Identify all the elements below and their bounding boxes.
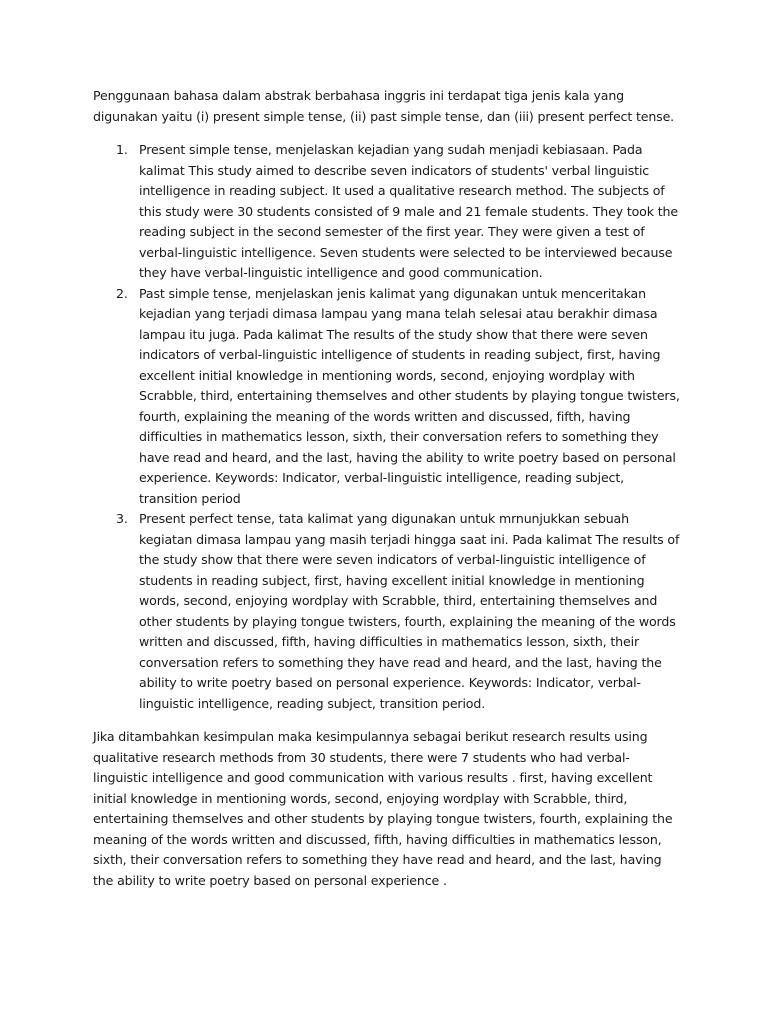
- intro-paragraph: Penggunaan bahasa dalam abstrak berbahasa inggris ini terdapat tiga jenis kala yang digunakan yaitu (i) present simple tense, (ii) past simple tense, dan (iii) present perfect tense.: [93, 88, 675, 124]
- list-item-text: Present simple tense, menjelaskan kejadian yang sudah menjadi kebiasaan. Pada kalimat This study aimed to describe seven indicators of students' verbal linguistic intelligence in reading subject. It used a qualitative research method. The subjects of this study were 30 students consisted of 9 male and 21 female students. They took the reading subject in the second semester of the first year. They were given a test of verbal-linguistic intelligence. Seven students were selected to be interviewed because they have verbal-linguistic intelligence and good communication.: [139, 142, 678, 280]
- list-item-text: Present perfect tense, tata kalimat yang digunakan untuk mrnunjukkan sebuah kegiatan dimasa lampau yang masih terjadi hingga saat ini. Pada kalimat The results of the study show that there were seven indicators of verbal-linguistic intelligence of students in reading subject, first, having excellent initial knowledge in mentioning words, second, enjoying wordplay with Scrabble, third, entertaining themselves and other students by playing tongue twisters, fourth, explaining the meaning of the words written and discussed, fifth, having difficulties in mathematics lesson, sixth, their conversation refers to something they have read and heard, and the last, having the ability to write poetry based on personal experience. Keywords: Indicator, verbal-linguistic intelligence, reading subject, transition period.: [139, 511, 680, 711]
- conclusion-paragraph: Jika ditambahkan kesimpulan maka kesimpulannya sebagai berikut research results using qualitative research methods from 30 students, there were 7 students who had verbal-linguistic intelligence and good communication with various results . first, having excellent initial knowledge in mentioning words, second, enjoying wordplay with Scrabble, third, entertaining themselves and other students by playing tongue twisters, fourth, explaining the meaning of the words written and discussed, fifth, having difficulties in mathematics lesson, sixth, their conversation refers to something they have read and heard, and the last, having the ability to write poetry based on personal experience .: [93, 729, 673, 888]
- list-item-number: 2.: [116, 285, 128, 301]
- list-item: [93, 509, 683, 714]
- list-item: [93, 284, 683, 510]
- list-item-text: Past simple tense, menjelaskan jenis kalimat yang digunakan untuk menceritakan kejadian yang terjadi dimasa lampau yang mana telah selesai atau berakhir dimasa lampau itu juga. Pada kalimat The results of the study show that there were seven indicators of verbal-linguistic intelligence of students in reading subject, first, having excellent initial knowledge in mentioning words, second, enjoying wordplay with Scrabble, third, entertaining themselves and other students by playing tongue twisters, fourth, explaining the meaning of the words written and discussed, fifth, having difficulties in mathematics lesson, sixth, their conversation refers to something they have read and heard, and the last, having the ability to write poetry based on personal experience. Keywords: Indicator, verbal-linguistic intelligence, reading subject, transition period: [139, 285, 680, 506]
- document-page: [93, 86, 683, 891]
- list-item-number: 3.: [116, 511, 128, 526]
- list-item: [93, 140, 683, 284]
- list-item-number: 1.: [116, 142, 128, 157]
- tense-list: [93, 140, 683, 714]
